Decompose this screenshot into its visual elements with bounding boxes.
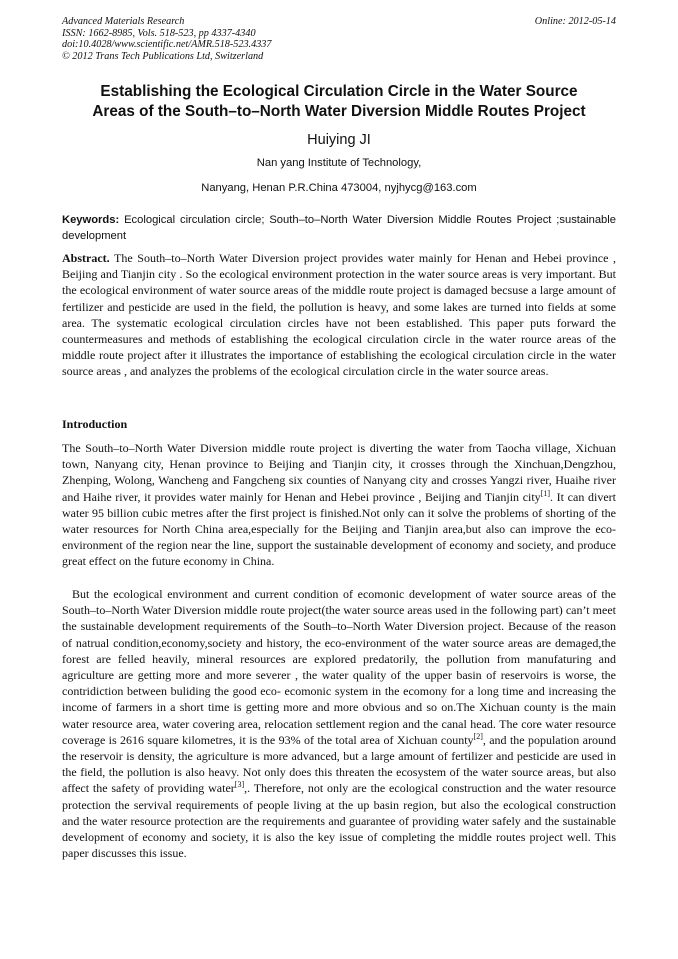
- abstract-text: The South–to–North Water Diversion project provides water mainly for Henan and Hebei province , Beijing and Tianjin city . So the ecological environment protection in the water source areas is very important. But the ecological environment of water source areas of the middle route project is damaged becsuse a large amount of fertilizer and pesticide are used in the field, the pollution is heavy, and some lakes are turned into fields at some area. The systematic ecological circulation circles have not been established. This paper puts forward the countermeasures and methods of establishing the ecological circulation circle in the water rource areas of the middle route project after it illustrates the importance of establishing the ecological circulation circle in the water source areas , and analyzes the problems of the ecological circulation circle in the water source areas.: [62, 251, 616, 379]
- issn-line: ISSN: 1662-8985, Vols. 518-523, pp 4337-4340: [62, 27, 256, 39]
- intro-p1-text-a: The South–to–North Water Diversion middle route project is diverting the water from Taocha village, Xichuan town, Nanyang city, Henan province to Beijing and Tianjin city, it crosses through the Xinchuan,Dengzhou, Zhenping, Wolong, Wancheng and Fangcheng six counties of Nanyang city and crosses Yangzi river, Huaihe river and Haihe river, it provides water mainly for Henan and Hebei province , Beijing and Tianjin city: [62, 441, 616, 504]
- journal-name: Advanced Materials Research: [62, 16, 185, 27]
- abstract: [62, 250, 616, 380]
- citation-1: [1]: [540, 488, 551, 498]
- paper-title: [62, 82, 616, 122]
- intro-p1-text-b: . It can divert water 95 billion cubic metres after the first project is finished.Not only can it solve the problems of shorting of the water resources for North China area,especially for the Beijing and Tianjin area,but also can improve the eco-environment of the region near the line, support the sustainable development of economy and society, and produce great effect on the future economy in China.: [62, 489, 616, 569]
- introduction-paragraph-2: [62, 586, 616, 861]
- introduction-heading: Introduction: [62, 417, 128, 431]
- title-line-2: Areas of the South–to–North Water Diversion Middle Routes Project: [92, 103, 586, 120]
- keywords: [62, 213, 616, 244]
- journal-header: [62, 16, 442, 62]
- intro-p2-text-c: ,. Therefore, not only are the ecological construction and the water resource protection the servival requirements of people living at the up basin region, but also the ecological construction and the water resource protection are the requirements and guarantee of providing water safely and the sustainable development of economy and society, it is also the key issue of completing the middle routes project well. This paper discusses this issue.: [62, 781, 616, 861]
- introduction-paragraph-1: [62, 440, 616, 570]
- keywords-label: Keywords:: [62, 214, 120, 226]
- intro-p2-text-b: , and the population around the reservoir is density, the agriculture is more advanced, but a large amount of fertilizer and pesticide are used in the field, the pollution is also heavy. Not only does this threaten the ecosystem of the water source areas, but also affect the safety of providing water: [62, 732, 617, 796]
- online-date: Online: 2012-05-14: [534, 16, 616, 27]
- citation-3: [3]: [234, 780, 245, 790]
- author-name: Huiying JI: [307, 132, 371, 148]
- citation-2: [2]: [473, 731, 483, 741]
- intro-p2-text-a: But the ecological environment and current condition of ecomonic development of water source areas of the South–to–North Water Diversion middle route project(the water source areas used in the following part) can’t meet the sustainable development requirements of the South–to–North Water Diversion project. Because of the reason of natrual condition,economy,society and history, the eco-environment of the water source areas are demaged,the forest are felled heavily, mineral resources are explored predatorily, the pollution from manufaturing and agriculture are getting more and more severer , the water quality of the upper basin of reservoirs is worse, the contridiction between buliding the good eco- ecomonic system in the ecomony for a long time and increasing the income of farmers in a short time is getting more and more obvious and so on.The Xichuan county is the main water resource area, water covering area, relocation settlement region and the canal head. The core water resource coverage is 2616 square kilometres, it is the 93% of the total area of Xichuan county: [62, 587, 616, 747]
- copyright-line: © 2012 Trans Tech Publications Ltd, Switzerland: [62, 50, 264, 62]
- title-line-1: Establishing the Ecological Circulation Circle in the Water Source: [100, 83, 578, 100]
- doi-line: doi:10.4028/www.scientific.net/AMR.518-523.4337: [62, 39, 272, 51]
- affiliation-line-1: Nan yang Institute of Technology,: [256, 157, 422, 169]
- affiliation-line-2: Nanyang, Henan P.R.China 473004, nyjhycg@163.com: [201, 182, 477, 194]
- keywords-text: Ecological circulation circle; South–to–North Water Diversion Middle Routes Project ;sustainable development: [62, 214, 616, 242]
- abstract-label: Abstract.: [62, 251, 110, 265]
